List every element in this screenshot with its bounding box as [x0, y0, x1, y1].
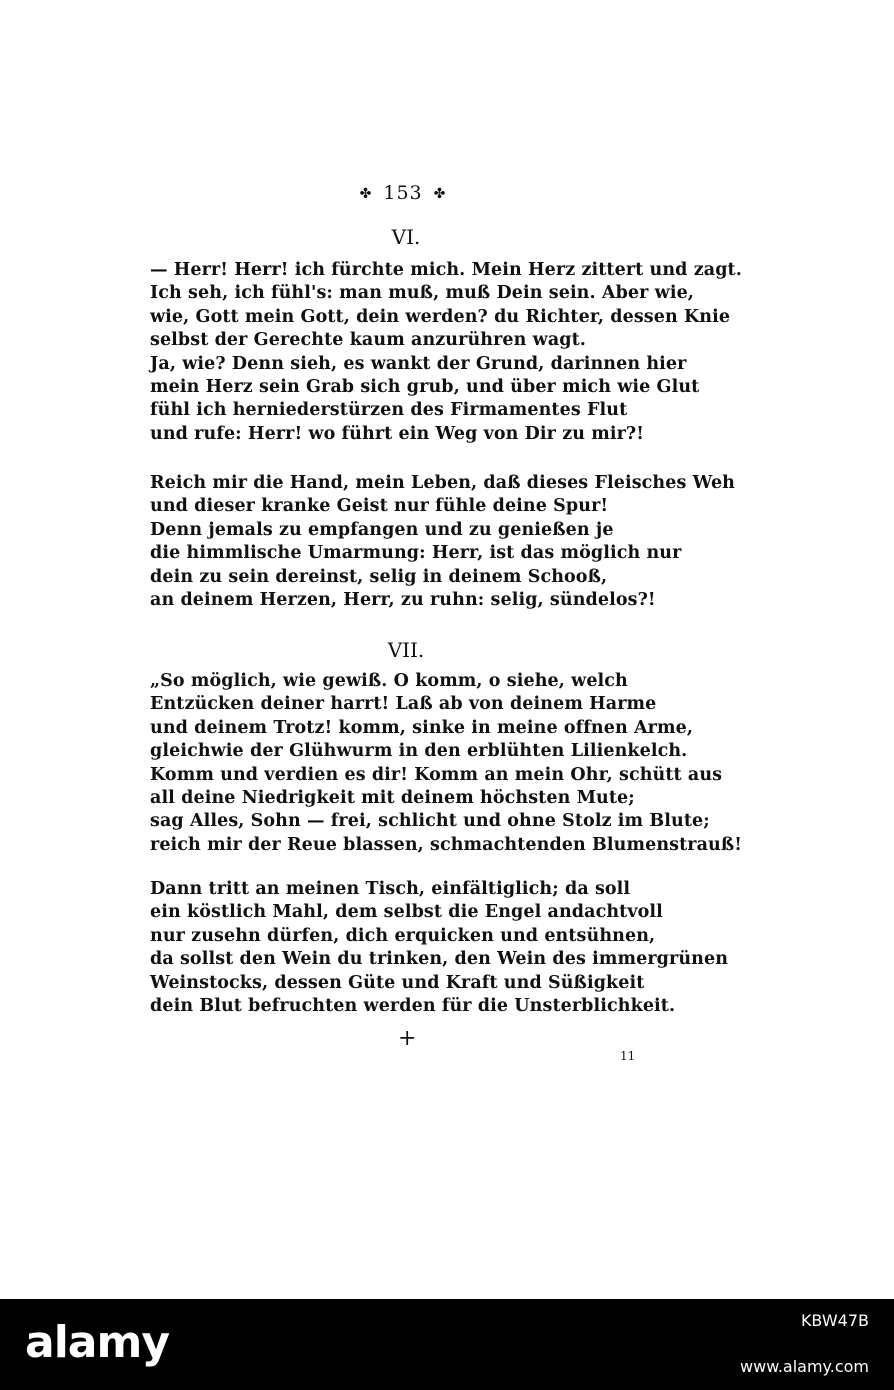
- poem-line: Reich mir die Hand, mein Leben, daß dieses Fleisches Weh: [150, 473, 735, 493]
- poem-line: Komm und verdien es dir! Komm an mein Ohr, schütt aus: [150, 764, 723, 785]
- poem-line: dein zu sein dereinst, selig in deinem Schooß,: [150, 566, 608, 587]
- poem-line: wie, Gott mein Gott, dein werden? du Richter, dessen Knie: [150, 306, 731, 327]
- poem-line: sag Alles, Sohn — frei, schlicht und ohne Stolz im Blute;: [150, 811, 710, 832]
- poem-line: „So möglich, wie gewiß. O komm, o siehe, welch: [150, 671, 628, 691]
- stanza-vii-2: [150, 878, 729, 1018]
- poem-line: all deine Niedrigkeit mit deinem höchsten Mute;: [150, 787, 635, 808]
- poem-line: — Herr! Herr! ich fürchte mich. Mein Herz zittert und zagt.: [150, 260, 742, 280]
- poem-line: fühl ich herniederstürzen des Firmamentes Flut: [150, 400, 628, 421]
- stock-footer-bar: [0, 1299, 894, 1390]
- signature-mark: 11: [620, 1049, 636, 1063]
- image-id: KBW47B: [800, 1311, 869, 1330]
- right-ornament-icon: ✤: [433, 186, 447, 202]
- page-number: [0, 182, 806, 204]
- poem-line: reich mir der Reue blassen, schmachtenden Blumenstrauß!: [150, 834, 743, 855]
- page-number-value: 153: [383, 182, 423, 204]
- section-title-vi: VI.: [391, 225, 421, 249]
- poem-line: Ja, wie? Denn sieh, es wankt der Grund, darinnen hier: [150, 353, 687, 374]
- stanza-vi-2: [150, 472, 735, 612]
- poem-line: und deinem Trotz! komm, sinke in meine offnen Arme,: [150, 717, 694, 738]
- poem-line: Weinstocks, dessen Güte und Kraft und Süßigkeit: [150, 972, 645, 993]
- poem-line: Ich seh, ich fühl's: man muß, muß Dein sein. Aber wie,: [150, 283, 694, 304]
- poem-line: gleichwie der Glühwurm in den erblühten Lilienkelch.: [150, 741, 688, 762]
- poem-line: und rufe: Herr! wo führt ein Weg von Dir zu mir?!: [150, 423, 645, 444]
- poem-line: da sollst den Wein du trinken, den Wein des immergrünen: [150, 949, 729, 970]
- stock-logo: alamy: [25, 1317, 169, 1368]
- poem-line: nur zusehn dürfen, dich erquicken und entsühnen,: [150, 925, 656, 946]
- end-cross-mark: +: [398, 1026, 417, 1051]
- stanza-vii-1: [150, 670, 743, 857]
- poem-line: Denn jemals zu empfangen und zu genießen je: [150, 519, 614, 540]
- poem-line: an deinem Herzen, Herr, zu ruhn: selig, sündelos?!: [150, 589, 656, 610]
- stock-url: www.alamy.com: [740, 1357, 869, 1376]
- poem-line: und dieser kranke Geist nur fühle deine Spur!: [150, 496, 609, 517]
- poem-line: selbst der Gerechte kaum anzurühren wagt.: [150, 330, 586, 351]
- poem-line: die himmlische Umarmung: Herr, ist das möglich nur: [150, 543, 682, 564]
- stanza-vi-1: [150, 259, 742, 446]
- left-ornament-icon: ✤: [359, 186, 373, 202]
- poem-line: ein köstlich Mahl, dem selbst die Engel andachtvoll: [150, 902, 663, 923]
- poem-line: Dann tritt an meinen Tisch, einfältiglich; da soll: [150, 879, 631, 899]
- poem-line: dein Blut befruchten werden für die Unsterblichkeit.: [150, 995, 676, 1016]
- poem-line: mein Herz sein Grab sich grub, und über mich wie Glut: [150, 376, 700, 397]
- poem-line: Entzücken deiner harrt! Laß ab von deinem Harme: [150, 694, 657, 715]
- section-title-vii: VII.: [387, 638, 425, 662]
